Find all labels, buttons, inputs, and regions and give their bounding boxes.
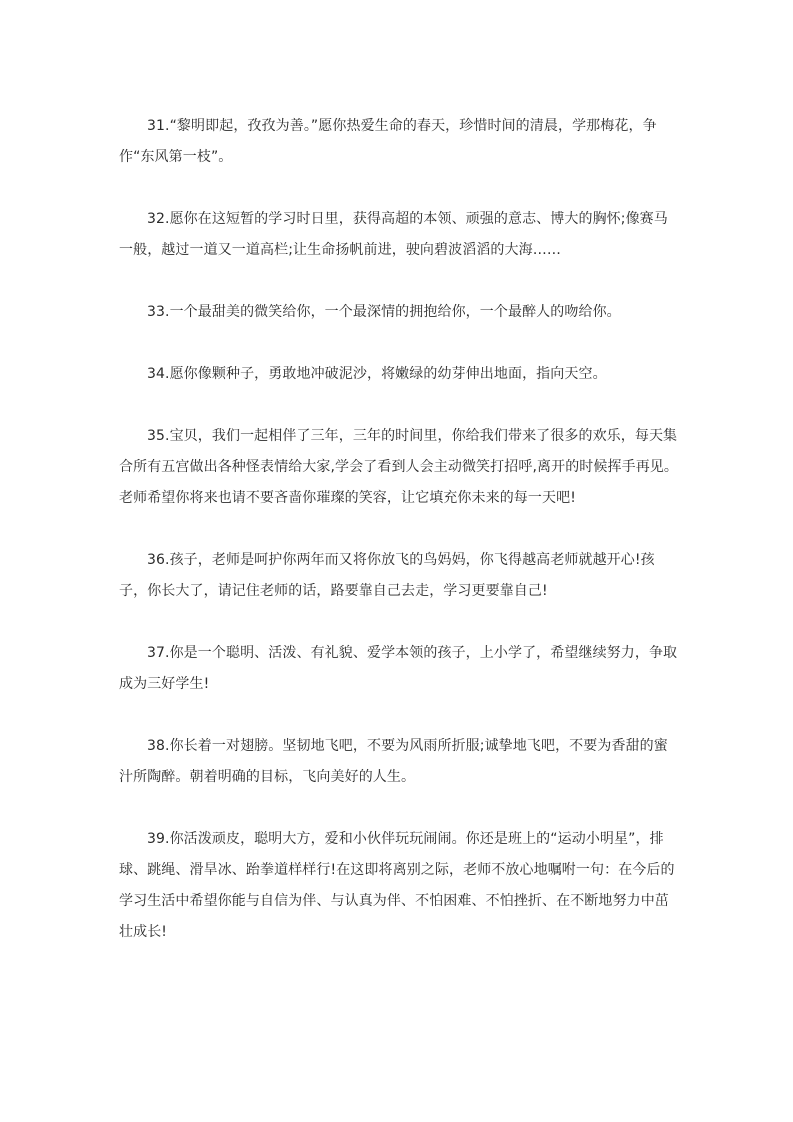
paragraph-35: 35.宝贝，我们一起相伴了三年，三年的时间里，你给我们带来了很多的欢乐，每天集合所有五宫做出各种怪表情给大家,学会了看到人会主动微笑打招呼,离开的时候挥手再见。老师希望你将来也请不要吝啬你璀璨的笑容，让它填充你未来的每一天吧! xyxy=(119,428,678,506)
paragraph-31: 31.“黎明即起，孜孜为善。”愿你热爱生命的春天，珍惜时间的清晨，学那梅花，争作“东风第一枝”。 xyxy=(119,118,657,165)
document-body xyxy=(119,111,679,948)
paragraph-34: 34.愿你像颗种子，勇敢地冲破泥沙，将嫩绿的幼芽伸出地面，指向天空。 xyxy=(147,366,607,382)
paragraph-32: 32.愿你在这短暂的学习时日里，获得高超的本领、顽强的意志、博大的胸怀;像赛马一般，越过一道又一道高栏;让生命扬帆前进，驶向碧波滔滔的大海…… xyxy=(119,211,668,258)
paragraph-33: 33.一个最甜美的微笑给你，一个最深情的拥抱给你，一个最醉人的吻给你。 xyxy=(147,304,621,320)
paragraph-38: 38.你长着一对翅膀。坚韧地飞吧，不要为风雨所折服;诚挚地飞吧，不要为香甜的蜜汁所陶醉。朝着明确的目标，飞向美好的人生。 xyxy=(119,738,668,785)
paragraph-36: 36.孩子，老师是呵护你两年而又将你放飞的鸟妈妈，你飞得越高老师就越开心!孩子，你长大了，请记住老师的话，路要靠自己去走，学习更要靠自己! xyxy=(119,552,655,599)
paragraph-37: 37.你是一个聪明、活泼、有礼貌、爱学本领的孩子，上小学了，希望继续努力，争取成为三好学生! xyxy=(119,645,678,692)
paragraph-39: 39.你活泼顽皮，聪明大方，爱和小伙伴玩玩闹闹。你还是班上的“运动小明星”，排球、跳绳、滑旱冰、跆拳道样样行!在这即将离别之际，老师不放心地嘱咐一句：在今后的学习生活中希望你能与自信为伴、与认真为伴、不怕困难、不怕挫折、在不断地努力中茁壮成长! xyxy=(119,831,675,940)
